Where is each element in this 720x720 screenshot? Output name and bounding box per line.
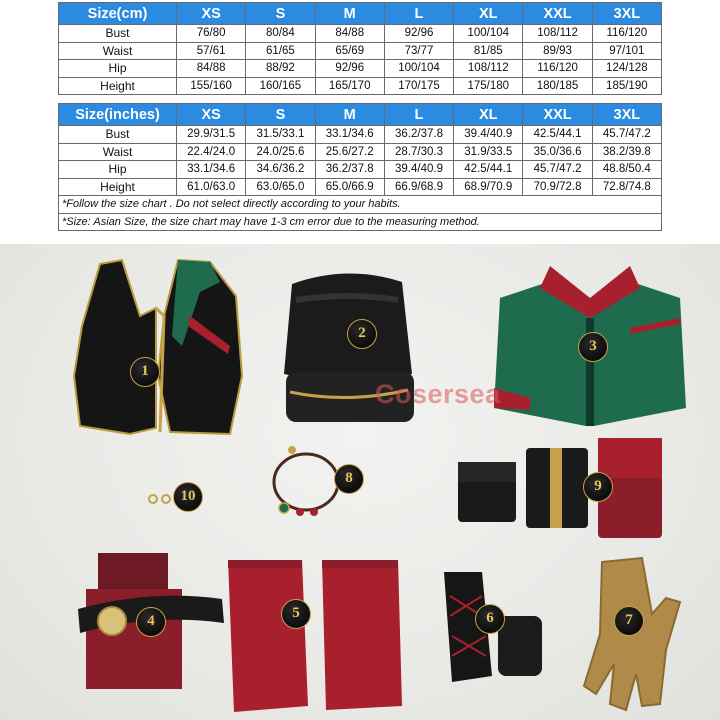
table-cell: 42.5/44.1: [523, 126, 592, 144]
table-cell: 165/170: [315, 77, 384, 95]
table-cell: 61/65: [246, 42, 315, 60]
table-cell: 124/128: [592, 60, 661, 78]
header-cell: L: [384, 104, 453, 126]
size-table-cm: [58, 2, 662, 95]
table-cell: 81/85: [454, 42, 523, 60]
row-label: Waist: [59, 143, 177, 161]
table-row: [59, 161, 662, 179]
table-cell: 22.4/24.0: [177, 143, 246, 161]
table-cell: 65/69: [315, 42, 384, 60]
item-number-badge: 2: [347, 319, 377, 349]
table-cell: 45.7/47.2: [592, 126, 661, 144]
item-number-badge: 7: [614, 606, 644, 636]
header-cell: Size(inches): [59, 104, 177, 126]
item-number-badge: 5: [281, 599, 311, 629]
table-cell: 84/88: [315, 25, 384, 43]
table-cell: 72.8/74.8: [592, 178, 661, 196]
table-cell: 28.7/30.3: [384, 143, 453, 161]
table-cell: 34.6/36.2: [246, 161, 315, 179]
header-cell: XL: [454, 3, 523, 25]
header-cell: L: [384, 3, 453, 25]
row-label: Hip: [59, 60, 177, 78]
table-cell: 70.9/72.8: [523, 178, 592, 196]
table-cell: 24.0/25.6: [246, 143, 315, 161]
earrings-icon: [145, 492, 175, 506]
table-cell: 68.9/70.9: [454, 178, 523, 196]
item-number-badge: 6: [475, 604, 505, 634]
header-cell: S: [246, 104, 315, 126]
table-cell: 160/165: [246, 77, 315, 95]
size-note: *Size: Asian Size, the size chart may have 1-3 cm error due to the measuring method.: [59, 213, 661, 230]
table-cell: 61.0/63.0: [177, 178, 246, 196]
size-note: *Follow the size chart . Do not select directly according to your habits.: [62, 198, 401, 210]
table-header-row: [59, 3, 662, 25]
table-cell: 63.0/65.0: [246, 178, 315, 196]
table-row: [59, 178, 662, 196]
table-cell: 66.9/68.9: [384, 178, 453, 196]
table-cell: 100/104: [454, 25, 523, 43]
row-label: Height: [59, 77, 177, 95]
table-cell: 108/112: [454, 60, 523, 78]
table-cell: 80/84: [246, 25, 315, 43]
pouches-icon: [458, 434, 680, 544]
table-cell: 108/112: [523, 25, 592, 43]
table-cell: 35.0/36.6: [523, 143, 592, 161]
item-number-badge: 4: [136, 607, 166, 637]
table-cell: 88/92: [246, 60, 315, 78]
row-label: Height: [59, 178, 177, 196]
item-number-badge: 1: [130, 357, 160, 387]
table-cell: 31.9/33.5: [454, 143, 523, 161]
table-cell: 38.2/39.8: [592, 143, 661, 161]
table-row: [59, 42, 662, 60]
table-cell: 100/104: [384, 60, 453, 78]
table-cell: 97/101: [592, 42, 661, 60]
item-number-badge: 10: [173, 482, 203, 512]
vest-icon: [60, 256, 260, 446]
table-cell: 92/96: [384, 25, 453, 43]
table-cell: 170/175: [384, 77, 453, 95]
table-cell: 45.7/47.2: [523, 161, 592, 179]
item-number-badge: 8: [334, 464, 364, 494]
table-cell: 29.9/31.5: [177, 126, 246, 144]
size-table-inches: [58, 103, 662, 196]
header-cell: XXL: [523, 104, 592, 126]
table-cell: 175/180: [454, 77, 523, 95]
table-row: [59, 77, 662, 95]
table-cell: 84/88: [177, 60, 246, 78]
table-cell: 42.5/44.1: [454, 161, 523, 179]
item-number-badge: 9: [583, 472, 613, 502]
table-row: [59, 126, 662, 144]
table-cell: 180/185: [523, 77, 592, 95]
table-cell: 36.2/37.8: [384, 126, 453, 144]
sleeves-icon: [222, 556, 408, 716]
size-notes: [58, 196, 662, 231]
table-cell: 185/190: [592, 77, 661, 95]
header-cell: 3XL: [592, 104, 661, 126]
header-cell: Size(cm): [59, 3, 177, 25]
table-cell: 31.5/33.1: [246, 126, 315, 144]
header-cell: S: [246, 3, 315, 25]
table-cell: 73/77: [384, 42, 453, 60]
table-row: [59, 143, 662, 161]
table-row: [59, 60, 662, 78]
table-cell: 39.4/40.9: [454, 126, 523, 144]
table-cell: 89/93: [523, 42, 592, 60]
size-chart: [58, 2, 662, 231]
table-cell: 39.4/40.9: [384, 161, 453, 179]
table-row: [59, 25, 662, 43]
header-cell: M: [315, 3, 384, 25]
watermark: Cosersea: [375, 379, 501, 409]
row-label: Waist: [59, 42, 177, 60]
table-cell: 48.8/50.4: [592, 161, 661, 179]
header-cell: XXL: [523, 3, 592, 25]
header-cell: M: [315, 104, 384, 126]
table-cell: 116/120: [523, 60, 592, 78]
table-cell: 57/61: [177, 42, 246, 60]
header-cell: XS: [177, 104, 246, 126]
table-cell: 33.1/34.6: [315, 126, 384, 144]
table-cell: 92/96: [315, 60, 384, 78]
table-cell: 36.2/37.8: [315, 161, 384, 179]
table-cell: 65.0/66.9: [315, 178, 384, 196]
table-header-row: [59, 104, 662, 126]
table-cell: 25.6/27.2: [315, 143, 384, 161]
header-cell: XL: [454, 104, 523, 126]
header-cell: XS: [177, 3, 246, 25]
table-cell: 76/80: [177, 25, 246, 43]
row-label: Bust: [59, 25, 177, 43]
table-cell: 155/160: [177, 77, 246, 95]
row-label: Hip: [59, 161, 177, 179]
table-cell: 116/120: [592, 25, 661, 43]
row-label: Bust: [59, 126, 177, 144]
product-photo: [0, 244, 720, 720]
item-number-badge: 3: [578, 332, 608, 362]
header-cell: 3XL: [592, 3, 661, 25]
table-cell: 33.1/34.6: [177, 161, 246, 179]
